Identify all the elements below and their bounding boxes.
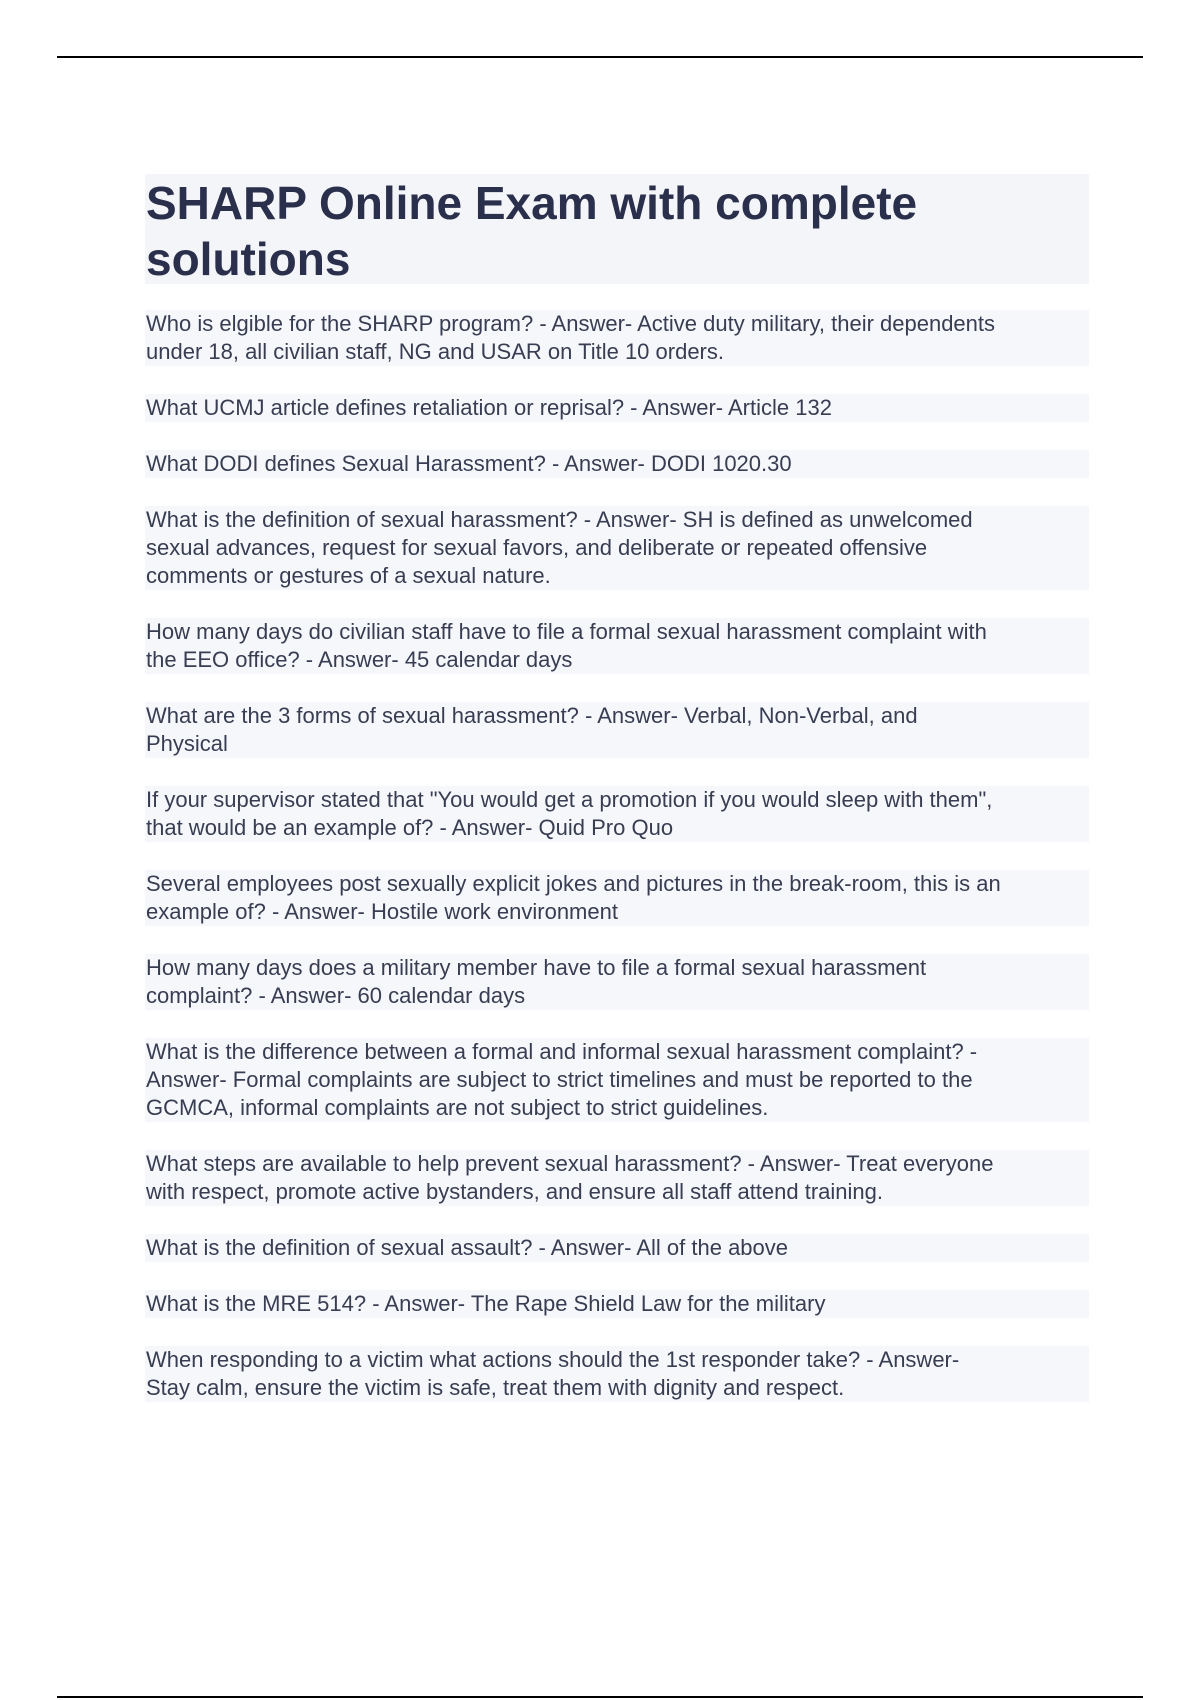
qa-item: What UCMJ article defines retaliation or reprisal? - Answer- Article 132 bbox=[145, 394, 1089, 422]
qa-item: What steps are available to help prevent sexual harassment? - Answer- Treat everyone with respect, promote active bystanders, and ensure all staff attend training. bbox=[145, 1150, 1089, 1206]
qa-item: When responding to a victim what actions should the 1st responder take? - Answer- Stay calm, ensure the victim is safe, treat them with dignity and respect. bbox=[145, 1346, 1089, 1402]
qa-item: What is the definition of sexual assault? - Answer- All of the above bbox=[145, 1234, 1089, 1262]
qa-item: How many days do civilian staff have to file a formal sexual harassment complaint with the EEO office? - Answer- 45 calendar days bbox=[145, 618, 1089, 674]
qa-item: What are the 3 forms of sexual harassment? - Answer- Verbal, Non-Verbal, and Physical bbox=[145, 702, 1089, 758]
qa-item: How many days does a military member have to file a formal sexual harassment complaint? - Answer- 60 calendar days bbox=[145, 954, 1089, 1010]
qa-item: If your supervisor stated that "You would get a promotion if you would sleep with them", that would be an example of? - Answer- Quid Pro Quo bbox=[145, 786, 1089, 842]
footer-rule bbox=[57, 1696, 1143, 1698]
qa-item: Who is elgible for the SHARP program? - Answer- Active duty military, their dependents under 18, all civilian staff, NG and USAR on Title 10 orders. bbox=[145, 310, 1089, 366]
qa-item: What is the MRE 514? - Answer- The Rape Shield Law for the military bbox=[145, 1290, 1089, 1318]
header-rule bbox=[57, 56, 1143, 58]
qa-list bbox=[145, 310, 1089, 1430]
page-title: SHARP Online Exam with complete solutions bbox=[146, 177, 918, 285]
title-block bbox=[145, 174, 1089, 284]
qa-item: What DODI defines Sexual Harassment? - Answer- DODI 1020.30 bbox=[145, 450, 1089, 478]
qa-item: What is the definition of sexual harassment? - Answer- SH is defined as unwelcomed sexual advances, request for sexual favors, and deliberate or repeated offensive comments or gestures of a sexual nature. bbox=[145, 506, 1089, 590]
qa-item: What is the difference between a formal and informal sexual harassment complaint? - Answer- Formal complaints are subject to strict timelines and must be reported to the GCMCA, informal complaints are not subject to strict guidelines. bbox=[145, 1038, 1089, 1122]
qa-item: Several employees post sexually explicit jokes and pictures in the break-room, this is an example of? - Answer- Hostile work environment bbox=[145, 870, 1089, 926]
